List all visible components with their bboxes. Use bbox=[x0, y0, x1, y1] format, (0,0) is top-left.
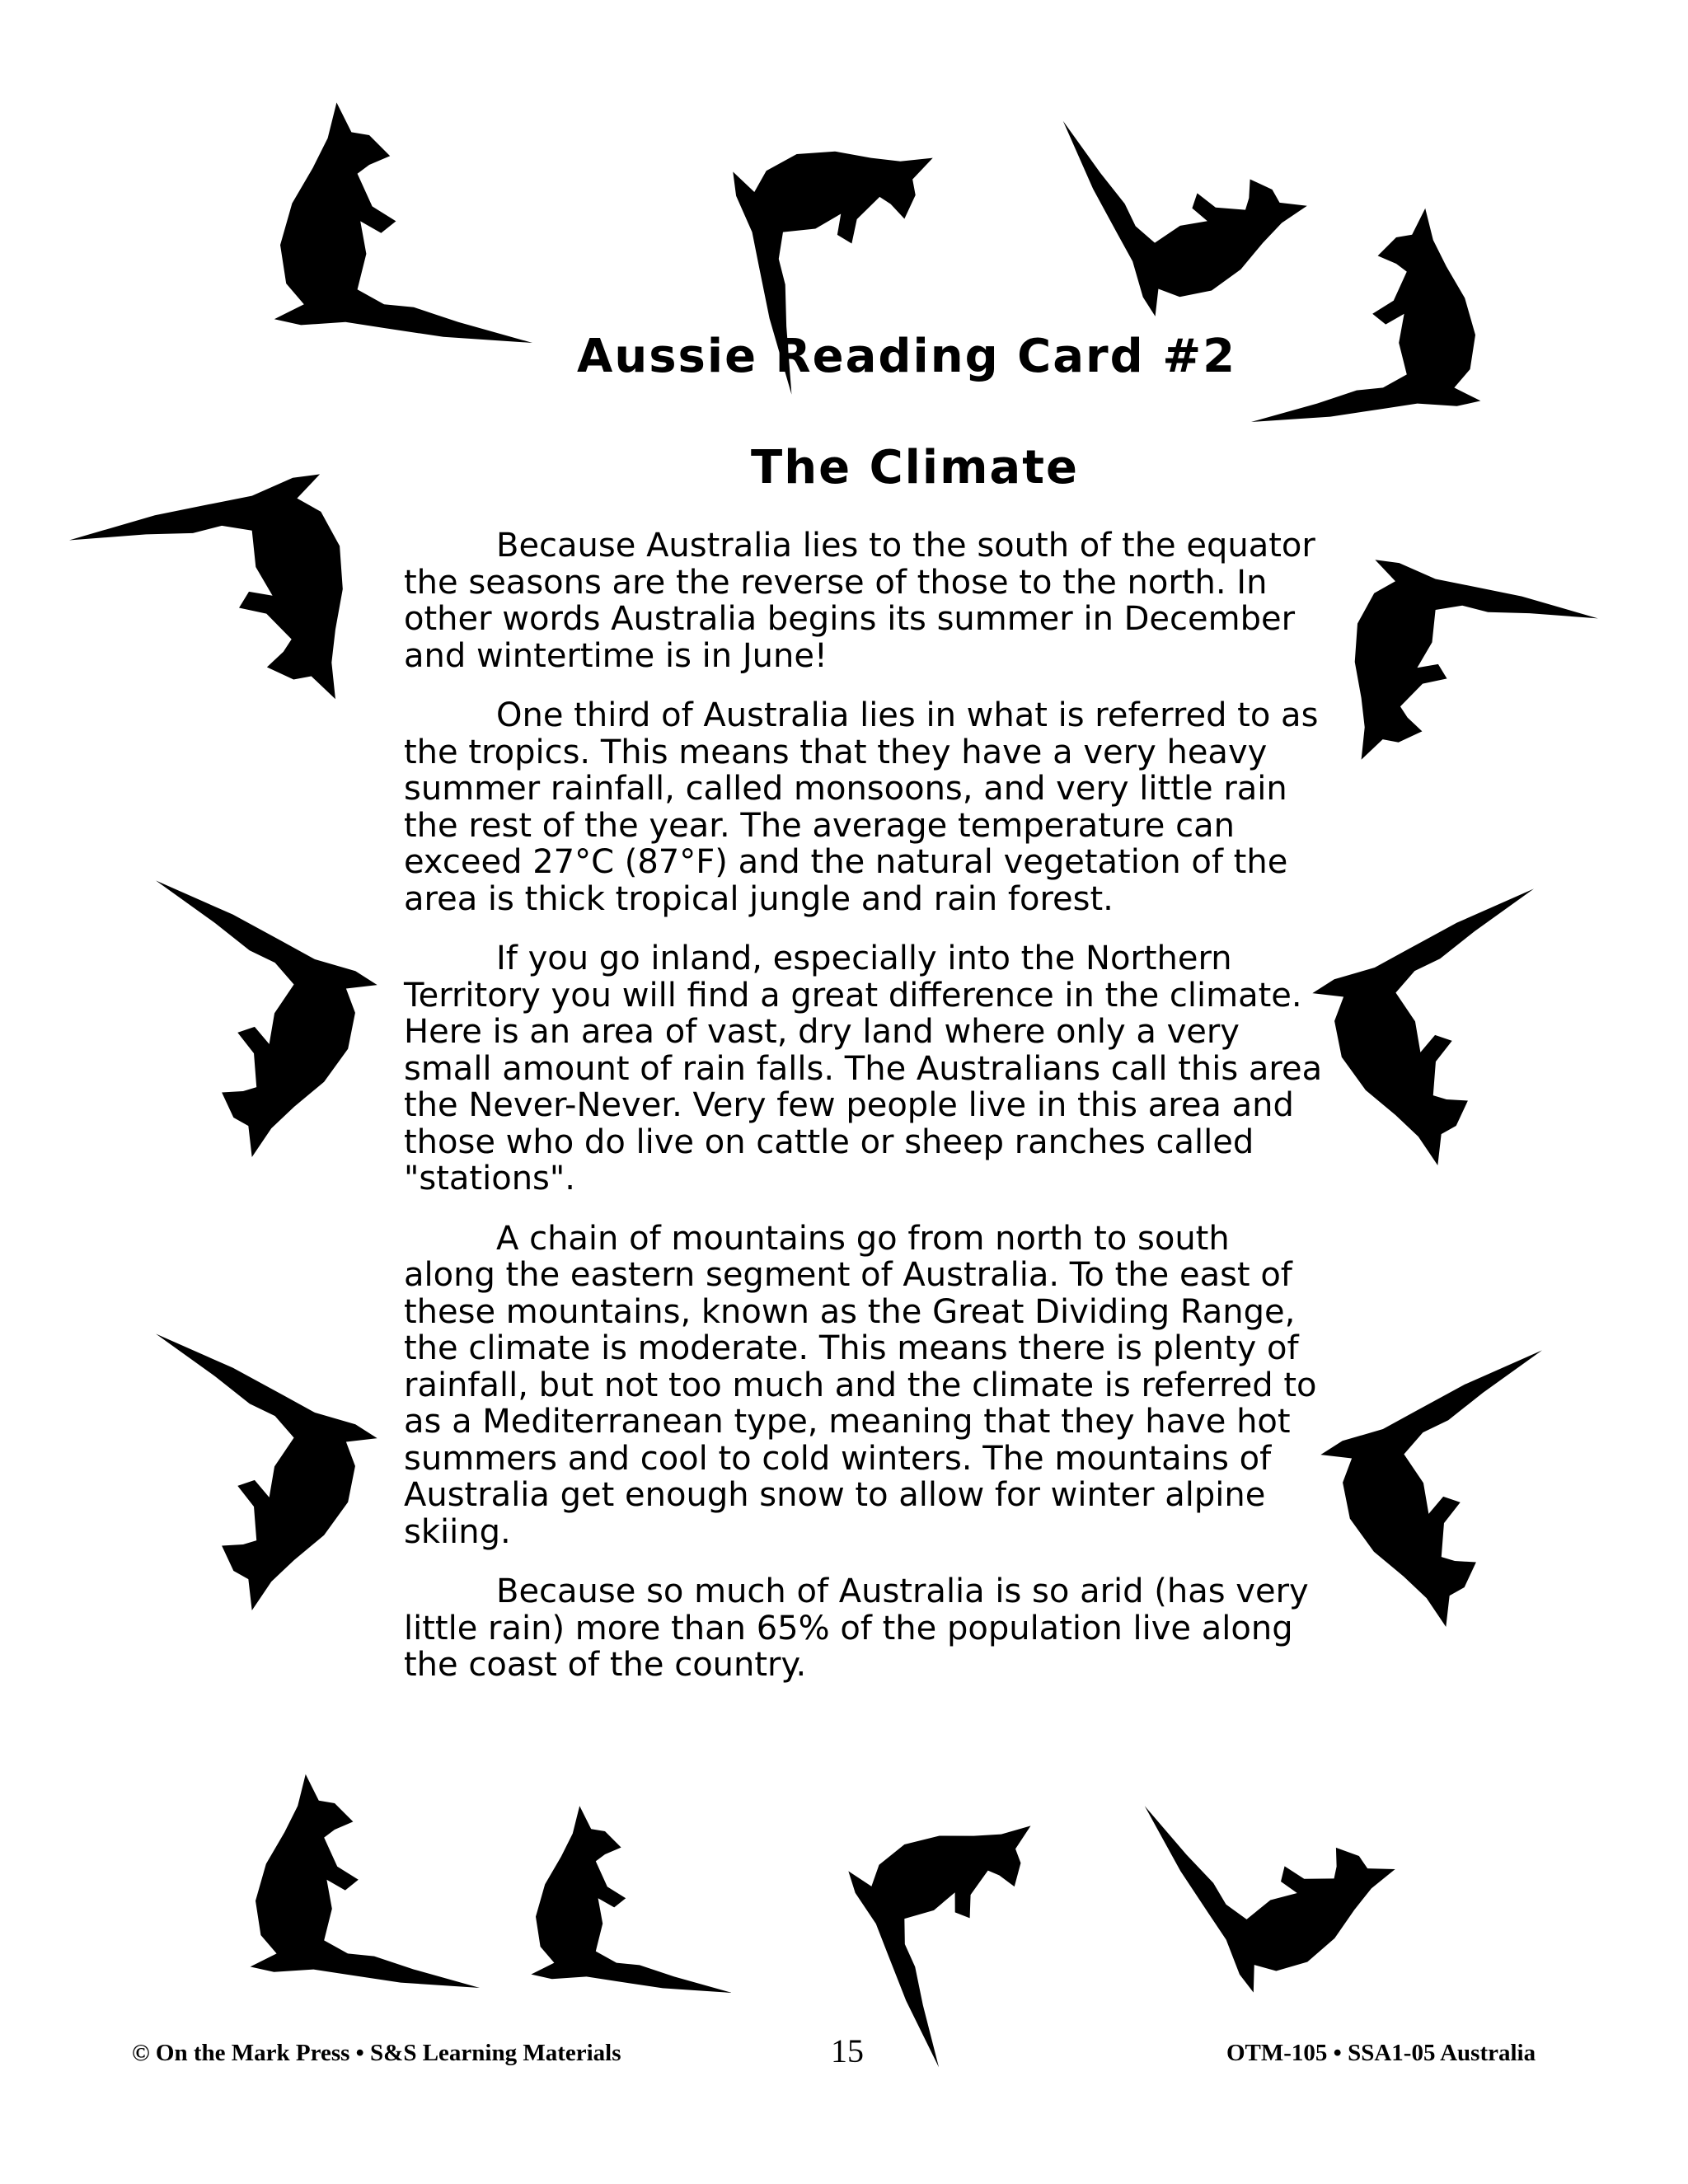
page-number: 15 bbox=[831, 2032, 864, 2069]
kangaroo-icon bbox=[1305, 888, 1611, 1185]
kangaroo-icon bbox=[531, 1806, 732, 1993]
kangaroo-icon bbox=[832, 1781, 1113, 2068]
paragraph: Because Australia lies to the south of the equator the seasons are the reverse of those to the north. In other words Australia begins its summer in December and wintertime is in June! bbox=[404, 527, 1315, 675]
kangaroo-icon bbox=[1313, 1350, 1620, 1647]
kangaroo-icon bbox=[1145, 1722, 1418, 2001]
footer-product-code: OTM-105 • SSA1-05 Australia bbox=[1226, 2040, 1536, 2066]
kangaroo-icon bbox=[78, 880, 385, 1177]
footer-publisher: © On the Mark Press • S&S Learning Materials bbox=[132, 2040, 621, 2066]
card-title: Aussie Reading Card #2 bbox=[577, 330, 1237, 383]
kangaroo-icon bbox=[251, 1774, 480, 1988]
kangaroo-icon bbox=[69, 452, 394, 766]
paragraph: Because so much of Australia is so arid (has very little rain) more than 65% of the population live along the coast of the country. bbox=[404, 1572, 1309, 1684]
kangaroo-icon bbox=[1063, 53, 1325, 323]
paragraph: If you go inland, especially into the Northern Territory you will find a great difference in the climate. Here is an area of vast, dry land where only a very small amount of rain falls. The Australians call this area the Never-Never. Very few people live in this area and those who do live on cattle or sheep ranches called "stations". bbox=[404, 940, 1323, 1197]
paragraph: One third of Australia lies in what is referred to as the tropics. This means that they have a very heavy summer rainfall, called monsoons, and very little rain the rest of the year. The average temperature can exceed 27°C (87°F) and the natural vegetation of the area is thick tropical jungle and rain forest. bbox=[404, 696, 1319, 918]
kangaroo-icon bbox=[78, 1333, 385, 1630]
card-subtitle: The Climate bbox=[751, 441, 1079, 494]
paragraph: A chain of mountains go from north to south along the eastern segment of Australia. To the east of these mountains, known as the Great Dividing Range, the climate is moderate. This means there is plenty of rainfall, but not too much and the climate is referred to as a Mediterranean type, meaning that they have hot summers and cool to cold winters. The mountains of Australia get enough snow to allow for winter alpine skiing. bbox=[404, 1219, 1317, 1551]
reading-passage bbox=[404, 527, 1327, 1707]
kangaroo-icon bbox=[1309, 540, 1597, 819]
kangaroo-icon bbox=[274, 102, 532, 343]
kangaroo-icon bbox=[1251, 209, 1480, 422]
